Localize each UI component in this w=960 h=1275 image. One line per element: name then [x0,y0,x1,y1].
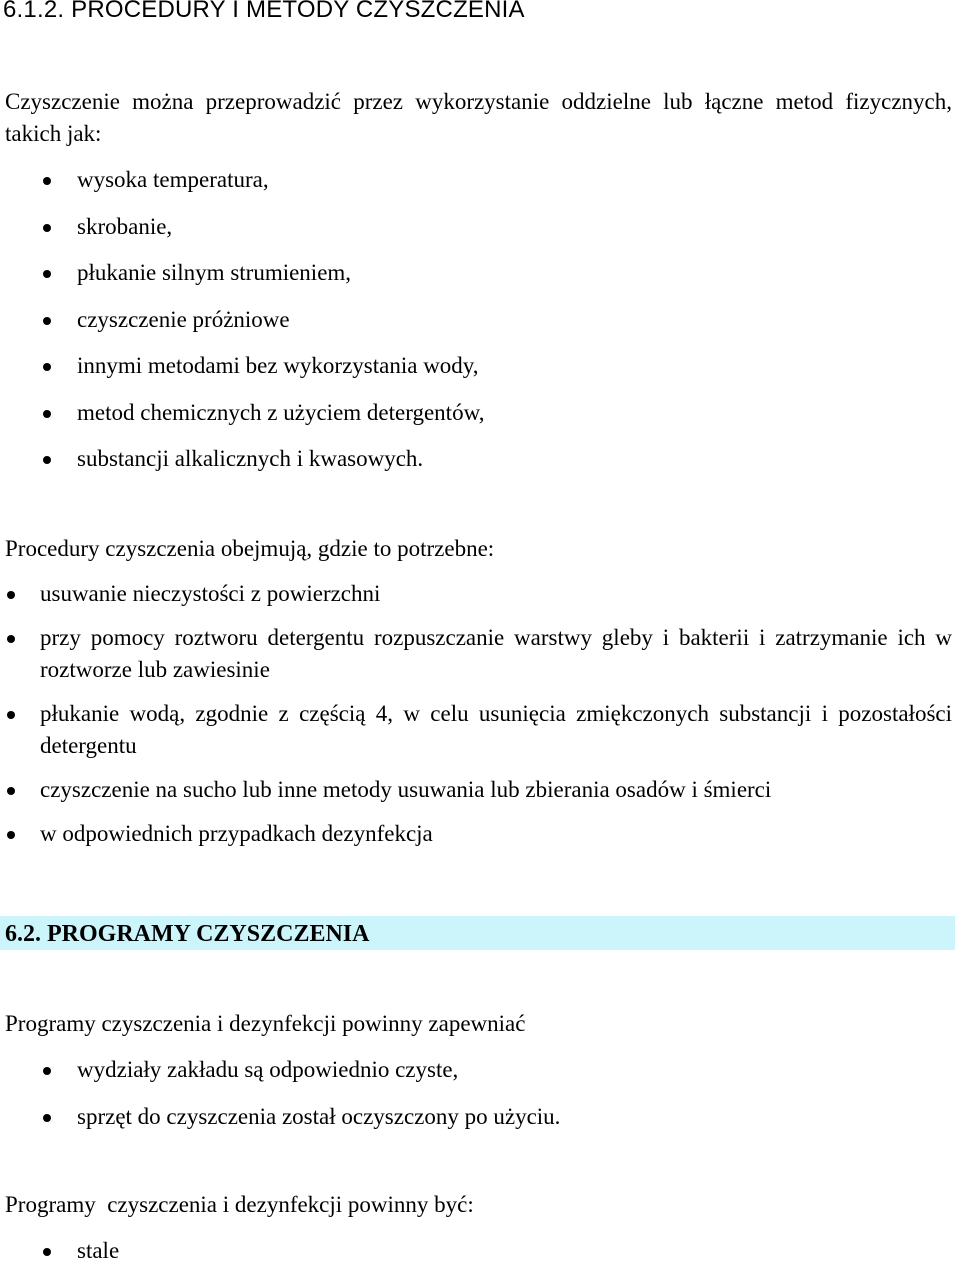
procedures-list [0,578,952,862]
bullet-icon [43,1067,51,1075]
list-item: skrobanie, [0,211,952,258]
programs-ensure-list [0,1054,952,1147]
list-item: wydziały zakładu są odpowiednio czyste, [0,1054,952,1101]
list-item: sprzęt do czyszczenia został oczyszczony po użyciu. [0,1101,952,1148]
list-item: substancji alkalicznych i kwasowych. [0,443,952,490]
list-item: metod chemicznych z użyciem detergentów, [0,397,952,444]
list-item: przy pomocy roztworu detergentu rozpuszczanie warstwy gleby i bakterii i zatrzymanie ich w roztworze lub zawiesinie [0,622,952,686]
bullet-icon [7,635,15,643]
list-item: czyszczenie próżniowe [0,304,952,351]
list-item: płukanie wodą, zgodnie z częścią 4, w celu usunięcia zmiękczonych substancji i pozostałości detergentu [0,698,952,762]
bullet-icon [7,591,15,599]
programs-heading: 6.2. PROGRAMY CZYSZCZENIA [5,921,370,947]
bullet-icon [43,456,51,464]
programs-should-be-intro: Programy czyszczenia i dezynfekcji powinny być: [5,1192,474,1217]
physical-methods-list [0,164,952,490]
programs-should-be-list [0,1235,952,1275]
list-item: płukanie silnym strumieniem, [0,257,952,304]
bullet-icon [43,317,51,325]
bullet-icon [43,1248,51,1256]
bullet-icon [43,1114,51,1122]
bullet-icon [43,177,51,185]
list-item: stale [0,1235,952,1275]
list-item: wysoka temperatura, [0,164,952,211]
procedures-intro: Procedury czyszczenia obejmują, gdzie to potrzebne: [5,536,495,561]
bullet-icon [43,410,51,418]
list-item: usuwanie nieczystości z powierzchni [0,578,952,610]
intro-paragraph: Czyszczenie można przeprowadzić przez wykorzystanie oddzielne lub łączne metod fizycznych, takich jak: [5,89,952,146]
bullet-icon [43,224,51,232]
bullet-icon [7,787,15,795]
bullet-icon [43,270,51,278]
bullet-icon [7,831,15,839]
bullet-icon [43,363,51,371]
section-heading: 6.1.2. PROCEDURY I METODY CZYSZCZENIA [3,0,525,23]
programs-heading-bar [0,916,955,950]
list-item: innymi metodami bez wykorzystania wody, [0,350,952,397]
programs-intro: Programy czyszczenia i dezynfekcji powinny zapewniać [5,1011,526,1036]
list-item: w odpowiednich przypadkach dezynfekcja [0,818,952,850]
list-item: czyszczenie na sucho lub inne metody usuwania lub zbierania osadów i śmierci [0,774,952,806]
bullet-icon [7,711,15,719]
